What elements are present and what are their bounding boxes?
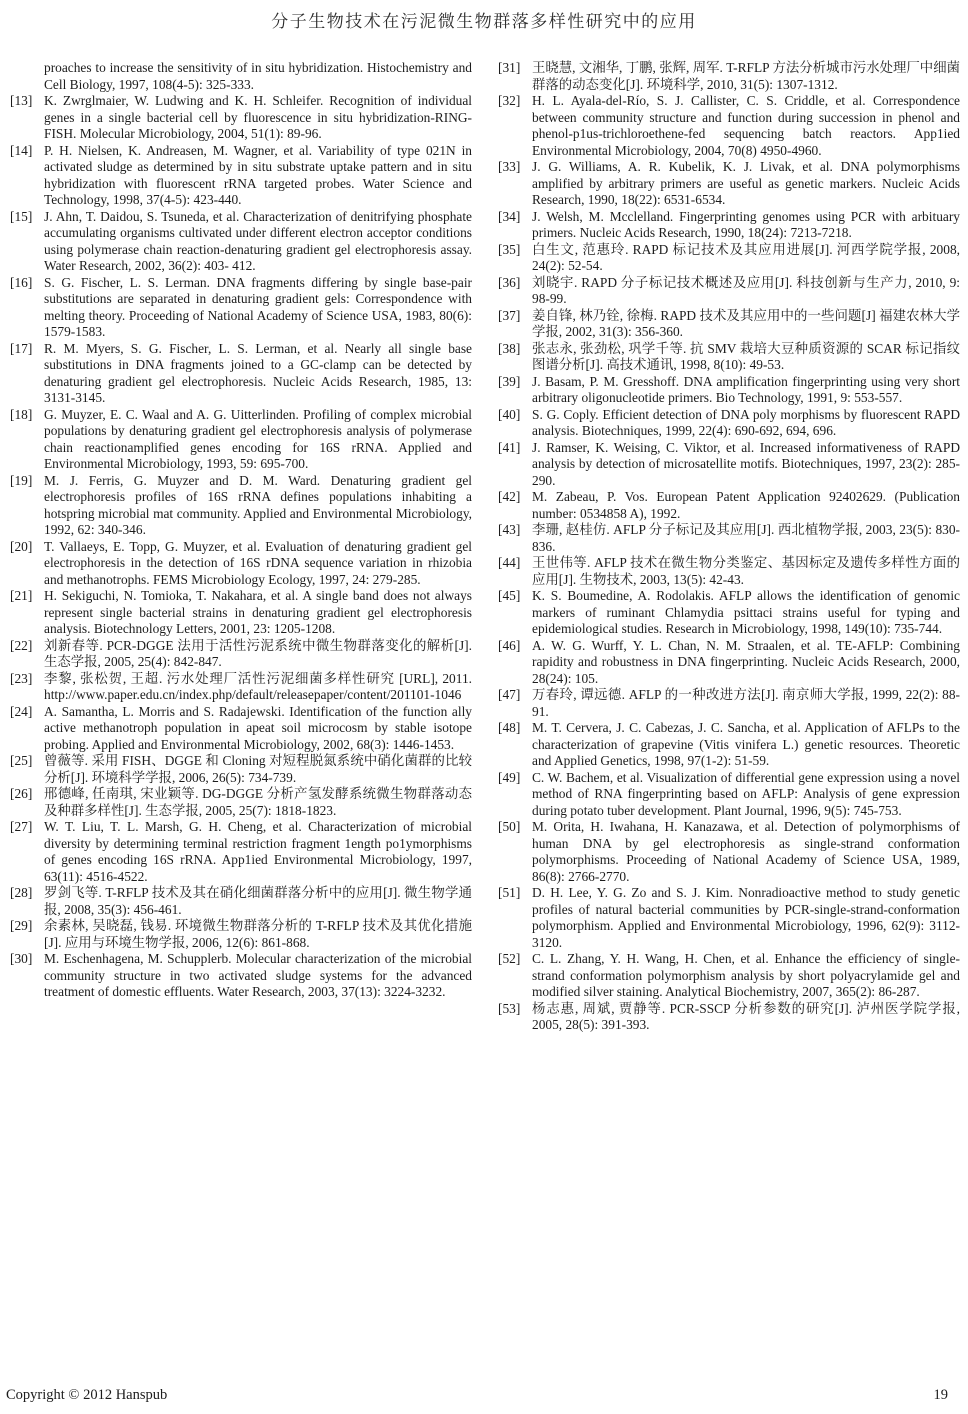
reference-text: 曾薇等. 采用 FISH、DGGE 和 Cloning 对短程脱氮系统中硝化菌群的比较分析[J]. 环境科学学报, 2006, 26(5): 734-739. — [44, 753, 472, 785]
reference-item — [10, 539, 472, 589]
reference-text: M. Orita, H. Iwahana, H. Kanazawa, et al. Detection of polymorphisms of human DNA by gel electrophoresis as single-strand conformation polymorphisms. Proceeding of National Academy of Science USA, 1989, 86(8): 2766-2770. — [532, 819, 960, 884]
reference-number: [16] — [10, 274, 33, 290]
reference-item — [498, 555, 960, 588]
reference-number: [46] — [498, 637, 521, 653]
reference-number: [22] — [10, 637, 33, 653]
reference-item — [10, 143, 472, 209]
reference-item — [498, 770, 960, 820]
reference-item — [498, 209, 960, 242]
reference-text: 白生文, 范惠玲. RAPD 标记技术及其应用进展[J]. 河西学院学报, 2008, 24(2): 52-54. — [532, 241, 960, 273]
reference-number: [15] — [10, 208, 33, 224]
reference-number: [52] — [498, 951, 521, 966]
reference-number: [14] — [10, 142, 33, 158]
footer-page-number: 19 — [933, 1387, 948, 1403]
reference-item — [10, 275, 472, 341]
reference-number: [27] — [10, 819, 33, 834]
reference-number: [23] — [10, 670, 33, 686]
reference-text: 邢德峰, 任南琪, 宋业颖等. DG-DGGE 分析产氢发酵系统微生物群落动态及种群多样性[J]. 生态学报, 2005, 25(7): 1818-1823. — [44, 786, 472, 818]
reference-item — [498, 242, 960, 275]
reference-item — [498, 687, 960, 720]
reference-item — [498, 489, 960, 522]
reference-item — [498, 440, 960, 490]
reference-text: J. G. Williams, A. R. Kubelik, K. J. Livak, et al. DNA polymorphisms amplified by arbitrary primers are useful as genetic markers. Nucleic Acids Research, 1990, 18(22): 6531-6534. — [532, 159, 960, 207]
reference-number: [24] — [10, 703, 33, 719]
reference-number: [37] — [498, 307, 521, 323]
reference-number: [53] — [498, 1000, 521, 1016]
reference-number: [41] — [498, 439, 521, 455]
reference-item — [498, 308, 960, 341]
reference-text: T. Vallaeys, E. Topp, G. Muyzer, et al. Evaluation of denaturing gradient gel electrophoresis in the detection of 16S rDNA sequence variation in rhizobia and methanotrophs. FEMS Microbiology Ecology, 1997, 24: 279-285. — [44, 538, 472, 587]
reference-text: W. T. Liu, T. L. Marsh, G. H. Cheng, et al. Characterization of microbial diversity by determining terminal restriction fragment 1ength po1ymorphisms of genes encoding 16S rRNA. App1ied Environmental Microbiology, 1997, 63(11): 4516-4522. — [44, 819, 472, 884]
reference-number: [48] — [498, 720, 521, 735]
references-left-column — [10, 60, 472, 1034]
reference-text: 万春玲, 谭远德. AFLP 的一种改进方法[J]. 南京师大学报, 1999, 22(2): 88-91. — [532, 687, 960, 719]
reference-item — [498, 588, 960, 638]
reference-number — [10, 60, 44, 93]
reference-number: [21] — [10, 588, 33, 603]
reference-item — [10, 341, 472, 407]
reference-text: M. Eschenhagena, M. Schupplerb. Molecular characterization of the microbial community structure in two activated sludge systems for the advanced treatment of domestic effluents. Water Research, 2003, 37(13): 3224-3232. — [44, 951, 472, 999]
reference-item — [10, 60, 472, 93]
reference-text: 罗剑飞等. T-RFLP 技术及其在硝化细菌群落分析中的应用[J]. 微生物学通报, 2008, 35(3): 456-461. — [44, 885, 472, 917]
reference-text: M. Zabeau, P. Vos. European Patent Application 92402629. (Publication number: 0534858 A), 1992. — [532, 489, 960, 521]
reference-item — [10, 786, 472, 819]
footer-copyright: Copyright © 2012 Hanspub — [6, 1387, 168, 1403]
reference-text: 刘新春等. PCR-DGGE 法用于活性污泥系统中微生物群落变化的解析[J]. 生态学报, 2005, 25(4): 842-847. — [44, 637, 472, 669]
page-footer — [6, 1387, 948, 1404]
reference-text: 姜自锋, 林乃铨, 徐梅. RAPD 技术及其应用中的一些问题[J] 福建农林大学学报, 2002, 31(3): 356-360. — [532, 307, 960, 339]
reference-item — [498, 159, 960, 209]
reference-text: D. H. Lee, Y. G. Zo and S. J. Kim. Nonradioactive method to study genetic profiles of natural bacterial communities by PCR-single-strand-conformation polymorphism. Applied and Environmental Microbiology, 1996, 62(9): 3112-3120. — [532, 885, 960, 950]
reference-number: [40] — [498, 406, 521, 422]
reference-text: H. L. Ayala-del-Río, S. J. Callister, C. S. Criddle, et al. Correspondence between community structure and function during succession in phenol and phenol-p1us-trichloroethene-fed sequencing batch reactors. App1ied Environmental Microbiology, 2004, 70(8) 4950-4960. — [532, 93, 960, 158]
reference-number: [34] — [498, 208, 521, 224]
reference-text: P. H. Nielsen, K. Andreasen, M. Wagner, et al. Variability of type 021N in activated sludge as determined by in situ substrate uptake pattern and in situ hybridization with fluorescent rRNA targeted probes. Water Science and Technology, 1998, 37(4-5): 423-440. — [44, 142, 472, 207]
reference-number: [36] — [498, 274, 521, 290]
reference-item — [498, 885, 960, 951]
reference-item — [10, 407, 472, 473]
reference-item — [10, 473, 472, 539]
reference-item — [10, 209, 472, 275]
reference-text: K. Zwrglmaier, W. Ludwing and K. H. Schleifer. Recognition of individual genes in a single bacterial cell by fluorescence in situ hybridization-RING-FISH. Molecular Microbiology, 2004, 51(1): 89-96. — [44, 93, 472, 141]
reference-text: C. W. Bachem, et al. Visualization of differential gene expression using a novel method of RNA fingerprinting based on AFLP: Analysis of gene expression during potato tuber development. Plant Journal, 1996, 9(5): 745-753. — [532, 769, 960, 818]
reference-text: 李黎, 张松贺, 王超. 污水处理厂活性污泥细菌多样性研究 [URL], 2011. http://www.paper.edu.cn/index.php/default/releasepaper/content/201101-1046 — [44, 670, 472, 702]
reference-number: [25] — [10, 753, 33, 768]
reference-text: G. Muyzer, E. C. Waal and A. G. Uitterlinden. Profiling of complex microbial populations by denaturing gradient gel electrophoresis analysis of polymerase chain reactionamplified genes encoding for 16S rRNA. Applied and Environmental Microbiology, 1993, 59: 695-700. — [44, 406, 472, 471]
reference-item — [10, 918, 472, 951]
reference-item — [498, 720, 960, 770]
reference-item — [498, 374, 960, 407]
reference-number: [45] — [498, 588, 521, 603]
reference-text: proaches to increase the sensitivity of in situ hybridization. Histochemistry and Cell Biology, 1997, 108(4-5): 325-333. — [44, 60, 472, 92]
reference-text: M. T. Cervera, J. C. Cabezas, J. C. Sancha, et al. Application of AFLPs to the characterization of grapevine (Vitis vinifera L.) genetic resources. Theoretic and Applied Genetics, 1998, 97(1-2): 51-59. — [532, 720, 960, 768]
reference-item — [498, 1001, 960, 1034]
reference-text: S. G. Coply. Efficient detection of DNA poly morphisms by fluorescent RAPD analysis. Biotechniques, 1999, 22(4): 690-692, 694, 696. — [532, 406, 960, 438]
reference-number: [17] — [10, 340, 33, 356]
reference-item — [10, 819, 472, 885]
reference-item — [10, 588, 472, 638]
references-columns — [0, 60, 968, 1034]
reference-number: [29] — [10, 918, 33, 933]
reference-item — [498, 275, 960, 308]
reference-item — [10, 671, 472, 704]
reference-item — [498, 819, 960, 885]
reference-text: R. M. Myers, S. G. Fischer, L. S. Lerman, et al. Nearly all single base substitutions in DNA fragments joined to a GC-clamp can be detected by denaturing gradient gel electrophoresis. Nucleic Acids Research, 1985, 13: 3131-3145. — [44, 340, 472, 405]
reference-text: 李珊, 赵桂仿. AFLP 分子标记及其应用[J]. 西北植物学报, 2003, 23(5): 830-836. — [532, 522, 960, 554]
reference-number: [38] — [498, 340, 521, 356]
reference-text: A. W. G. Wurff, Y. L. Chan, N. M. Straalen, et al. TE-AFLP: Combining rapidity and robustness in DNA fingerprinting. Nucleic Acids Research, 2000, 28(24): 105. — [532, 637, 960, 686]
reference-item — [498, 951, 960, 1001]
reference-number: [39] — [498, 373, 521, 389]
reference-text: J. Ramser, K. Weising, C. Viktor, et al. Increased informativeness of RAPD analysis by detection of microsatellite motifs. Biotechniques, 1997, 23(2): 285-290. — [532, 439, 960, 488]
reference-text: 王世伟等. AFLP 技术在微生物分类鉴定、基因标定及遗传多样性方面的应用[J]. 生物技术, 2003, 13(5): 42-43. — [532, 555, 960, 587]
reference-text: 张志永, 张劲松, 巩学千等. 抗 SMV 栽培大豆种质资源的 SCAR 标记指纹图谱分析[J]. 高技术通讯, 1998, 8(10): 49-53. — [532, 340, 960, 372]
reference-text: H. Sekiguchi, N. Tomioka, T. Nakahara, et al. A single band does not always represent single bacterial strains in denaturing gradient gel electrophoresis analysis. Biotechnology Letters, 2001, 23: 1205-1208. — [44, 588, 472, 636]
reference-text: J. Welsh, M. Mcclelland. Fingerprinting genomes using PCR with arbituary primers. Nucleic Acids Research, 1990, 18(24): 7213-7218. — [532, 208, 960, 240]
reference-item — [10, 704, 472, 754]
reference-number: [30] — [10, 951, 33, 966]
reference-text: 刘晓宇. RAPD 分子标记技术概述及应用[J]. 科技创新与生产力, 2010, 9: 98-99. — [532, 274, 960, 306]
reference-item — [498, 93, 960, 159]
reference-text: 王晓慧, 文湘华, 丁鹏, 张辉, 周军. T-RFLP 方法分析城市污水处理厂中细菌群落的动态变化[J]. 环境科学, 2010, 31(5): 1307-1312. — [532, 60, 960, 92]
page-header-title: 分子生物技术在污泥微生物群落多样性研究中的应用 — [271, 12, 697, 31]
reference-number: [19] — [10, 472, 33, 488]
reference-number: [51] — [498, 885, 521, 900]
reference-number: [28] — [10, 885, 33, 900]
reference-number: [35] — [498, 241, 521, 257]
reference-number: [32] — [498, 93, 521, 108]
reference-text: J. Ahn, T. Daidou, S. Tsuneda, et al. Characterization of denitrifying phosphate accumulating organisms cultivated under different electron acceptor conditions using polymerase chain reaction-denaturing gradient gel electrophoresis assay. Water Research, 2002, 36(2): 403- 412. — [44, 208, 472, 273]
reference-item — [10, 885, 472, 918]
reference-item — [498, 522, 960, 555]
reference-text: S. G. Fischer, L. S. Lerman. DNA fragments differing by single base-pair substitutions are separated in denaturing gradient gels: Correspondence with melting theory. Proceeding of National Academy of Science USA, 1983, 80(6): 1579-1583. — [44, 274, 472, 339]
reference-number: [49] — [498, 769, 521, 785]
reference-number: [31] — [498, 60, 521, 75]
reference-text: C. L. Zhang, Y. H. Wang, H. Chen, et al. Enhance the efficiency of single-strand conformation polymorphism analysis by short polyacrylamide gel and modified silver staining. Analytical Biochemistry, 2007, 365(2): 86-287. — [532, 951, 960, 999]
reference-text: 余素林, 吴晓磊, 钱易. 环境微生物群落分析的 T-RFLP 技术及其优化措施[J]. 应用与环境生物学报, 2006, 12(6): 861-868. — [44, 918, 472, 950]
reference-item — [10, 753, 472, 786]
reference-number: [47] — [498, 687, 521, 702]
reference-text: J. Basam, P. M. Gresshoff. DNA amplification fingerprinting using very short arbitrary oligonucleotide primers. Bio Technology, 1991, 9: 553-557. — [532, 373, 960, 405]
reference-item — [10, 638, 472, 671]
reference-item — [10, 93, 472, 143]
reference-text: K. S. Boumedine, A. Rodolakis. AFLP allows the identification of genomic markers of ruminant Chlamydia psittaci strains useful for typing and epidemiological studies. Research in Microbiology, 1998, 149(10): 735-744. — [532, 588, 960, 636]
reference-number: [50] — [498, 819, 521, 834]
reference-number: [42] — [498, 489, 521, 504]
reference-item — [498, 341, 960, 374]
reference-item — [498, 60, 960, 93]
reference-item — [10, 951, 472, 1001]
reference-number: [26] — [10, 786, 33, 801]
reference-number: [44] — [498, 555, 521, 570]
reference-number: [33] — [498, 159, 521, 174]
reference-text: M. J. Ferris, G. Muyzer and D. M. Ward. Denaturing gradient gel electrophoresis profiles of 16S rRNA defines populations inhabiting a hotspring microbial mat community. Applied and Environmental Microbiology, 1992, 62: 340-346. — [44, 472, 472, 537]
reference-item — [498, 407, 960, 440]
reference-item — [498, 638, 960, 688]
reference-number: [43] — [498, 522, 521, 537]
reference-text: A. Samantha, L. Morris and S. Radajewski. Identification of the function ally active methanotroph population in apeat soil microcosm by stable isotope probing. Applied and Environmental Microbiology, 2002, 68(3): 1446-1453. — [44, 703, 472, 752]
references-right-column — [498, 60, 960, 1034]
reference-number: [20] — [10, 538, 33, 554]
reference-number: [18] — [10, 406, 33, 422]
reference-text: 杨志惠, 周斌, 贾静等. PCR-SSCP 分析参数的研究[J]. 泸州医学院学报, 2005, 28(5): 391-393. — [532, 1000, 960, 1032]
reference-number: [13] — [10, 93, 33, 108]
